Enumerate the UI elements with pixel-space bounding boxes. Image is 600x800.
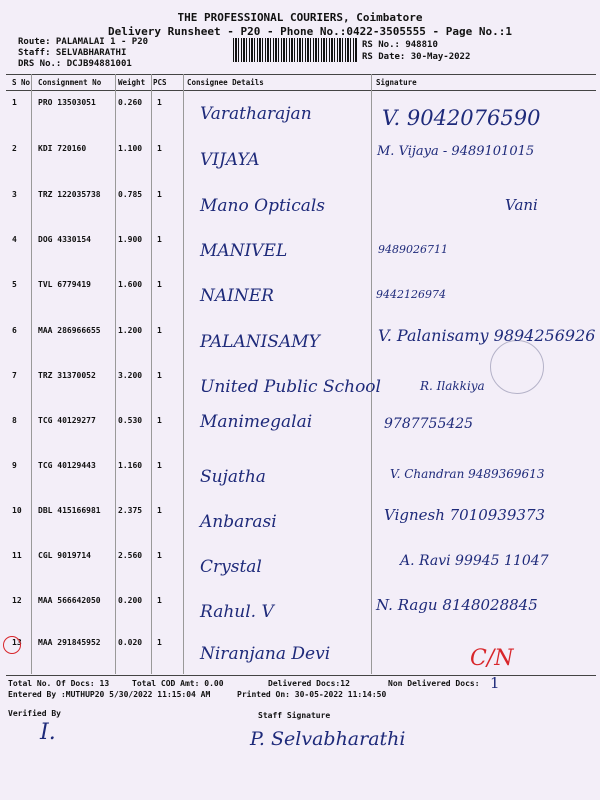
consignee-handwriting: Anbarasi — [200, 512, 277, 532]
cell-weight: 1.100 — [118, 144, 143, 153]
cell-pcs: 1 — [157, 638, 162, 647]
total-docs: Total No. Of Docs: 13 — [8, 679, 110, 688]
runsheet-title: Delivery Runsheet - P20 - Phone No.:0422-3505555 - Page No.:1 — [108, 25, 512, 38]
cell-weight: 1.160 — [118, 461, 143, 470]
rs-date: RS Date: 30-May-2022 — [362, 52, 471, 62]
cell-consignment: MAA 566642050 — [38, 596, 101, 605]
signature-handwriting: V. Palanisamy 9894256926 — [378, 326, 596, 345]
cell-sno: 6 — [12, 326, 17, 335]
table-row — [0, 410, 600, 456]
cell-sno: 8 — [12, 416, 17, 425]
cell-sno: 11 — [12, 551, 22, 560]
printed-on: Printed On: 30-05-2022 11:14:50 — [237, 690, 387, 699]
signature-handwriting: 9787755425 — [384, 416, 474, 432]
staff-label: Staff: SELVABHARATHI — [18, 48, 127, 58]
cell-pcs: 1 — [157, 326, 162, 335]
cell-weight: 1.600 — [118, 280, 143, 289]
signature-handwriting: Vignesh 7010939373 — [384, 506, 546, 524]
consignee-handwriting: NAINER — [200, 286, 274, 306]
cell-weight: 0.020 — [118, 638, 143, 647]
cell-pcs: 1 — [157, 416, 162, 425]
cell-pcs: 1 — [157, 190, 162, 199]
col-header-signature: Signature — [376, 78, 417, 87]
cell-pcs: 1 — [157, 551, 162, 560]
signature-handwriting: A. Ravi 99945 11047 — [400, 553, 549, 569]
company-title: THE PROFESSIONAL COURIERS, Coimbatore — [177, 11, 423, 24]
cell-sno: 7 — [12, 371, 17, 380]
consignee-handwriting: Rahul. V — [200, 602, 274, 622]
cell-pcs: 1 — [157, 280, 162, 289]
col-header-pcs: PCS — [153, 78, 167, 87]
total-cod: Total COD Amt: 0.00 — [132, 679, 224, 688]
signature-handwriting: Vani — [505, 196, 538, 214]
consignee-handwriting: VIJAYA — [200, 150, 260, 170]
cell-sno: 4 — [12, 235, 17, 244]
row-circle-mark — [3, 636, 21, 654]
cell-weight: 0.785 — [118, 190, 143, 199]
table-row — [0, 632, 600, 678]
consignee-handwriting: Niranjana Devi — [200, 644, 331, 664]
staff-handwritten-signature: P. Selvabharathi — [250, 728, 406, 750]
cell-weight: 2.375 — [118, 506, 143, 515]
col-header-consignee: Consignee Details — [187, 78, 264, 87]
cell-pcs: 1 — [157, 506, 162, 515]
cell-sno: 1 — [12, 98, 17, 107]
table-row — [0, 590, 600, 636]
cell-sno: 13 — [12, 638, 22, 647]
cell-weight: 1.900 — [118, 235, 143, 244]
col-header-sno: S No — [12, 78, 31, 87]
signature-handwriting: V. 9042076590 — [382, 106, 541, 130]
table-row — [0, 229, 600, 275]
route-label: Route: PALAMALAI 1 - P20 — [18, 37, 149, 47]
table-row — [0, 138, 600, 184]
cell-weight: 0.530 — [118, 416, 143, 425]
col-header-consignment: Consignment No — [38, 78, 102, 87]
signature-handwriting: V. Chandran 9489369613 — [390, 467, 545, 481]
table-row — [0, 455, 600, 501]
cell-consignment: TCG 40129443 — [38, 461, 96, 470]
verified-by-label: Verified By — [8, 709, 61, 718]
table-row — [0, 184, 600, 230]
cell-consignment: DBL 415166981 — [38, 506, 101, 515]
cell-pcs: 1 — [157, 235, 162, 244]
cell-weight: 3.200 — [118, 371, 143, 380]
barcode — [233, 38, 357, 62]
drs-label: DRS No.: DCJB94881001 — [18, 59, 132, 69]
cell-sno: 5 — [12, 280, 17, 289]
cell-pcs: 1 — [157, 371, 162, 380]
consignee-handwriting: Crystal — [200, 557, 262, 577]
table-row — [0, 545, 600, 591]
signature-handwriting: 9442126974 — [376, 288, 446, 301]
table-row — [0, 365, 600, 411]
cell-pcs: 1 — [157, 461, 162, 470]
consignee-handwriting: MANIVEL — [200, 241, 288, 261]
entered-by: Entered By :MUTHUP20 5/30/2022 11:15:04 AM — [8, 690, 211, 699]
cell-sno: 2 — [12, 144, 17, 153]
cell-pcs: 1 — [157, 144, 162, 153]
signature-handwriting: C/N — [470, 646, 514, 671]
table-header-border — [6, 90, 596, 91]
signature-handwriting: 9489026711 — [378, 243, 448, 256]
non-delivered-docs: Non Delivered Docs: — [388, 679, 480, 688]
consignee-handwriting: PALANISAMY — [200, 332, 320, 352]
table-row — [0, 320, 600, 366]
cell-sno: 9 — [12, 461, 17, 470]
table-row — [0, 274, 600, 320]
cell-consignment: TCG 40129277 — [38, 416, 96, 425]
cell-weight: 0.200 — [118, 596, 143, 605]
cell-sno: 10 — [12, 506, 22, 515]
cell-consignment: TRZ 31370052 — [38, 371, 96, 380]
cell-consignment: TRZ 122035738 — [38, 190, 101, 199]
delivered-docs: Delivered Docs:12 — [268, 679, 350, 688]
consignee-handwriting: Manimegalai — [200, 412, 313, 432]
cell-consignment: KDI 720160 — [38, 144, 87, 153]
cell-consignment: MAA 291845952 — [38, 638, 101, 647]
cell-weight: 1.200 — [118, 326, 143, 335]
cell-pcs: 1 — [157, 596, 162, 605]
cell-weight: 2.560 — [118, 551, 143, 560]
cell-sno: 12 — [12, 596, 22, 605]
verifier-signature: I. — [40, 720, 56, 745]
cell-sno: 3 — [12, 190, 17, 199]
consignee-handwriting: Sujatha — [200, 467, 266, 487]
cell-consignment: TVL 6779419 — [38, 280, 91, 289]
cell-consignment: CGL 9019714 — [38, 551, 91, 560]
signature-handwriting: N. Ragu 8148028845 — [376, 596, 538, 614]
cell-consignment: PRO 13503051 — [38, 98, 96, 107]
consignee-handwriting: United Public School — [200, 377, 381, 397]
staff-signature-label: Staff Signature — [258, 711, 331, 720]
cell-pcs: 1 — [157, 98, 162, 107]
consignee-handwriting: Mano Opticals — [200, 196, 326, 216]
signature-handwriting: R. Ilakkiya — [420, 379, 485, 393]
table-row — [0, 500, 600, 546]
cell-consignment: MAA 286966655 — [38, 326, 101, 335]
col-header-weight: Weight — [118, 78, 146, 87]
cell-consignment: DOG 4330154 — [38, 235, 91, 244]
cell-weight: 0.260 — [118, 98, 143, 107]
consignee-handwriting: Varatharajan — [200, 104, 312, 124]
signature-handwriting: M. Vijaya - 9489101015 — [377, 144, 535, 159]
table-top-border — [6, 74, 596, 75]
non-delivered-count: 1 — [490, 674, 500, 692]
table-row — [0, 92, 600, 138]
rs-number: RS No.: 948810 — [362, 40, 438, 50]
